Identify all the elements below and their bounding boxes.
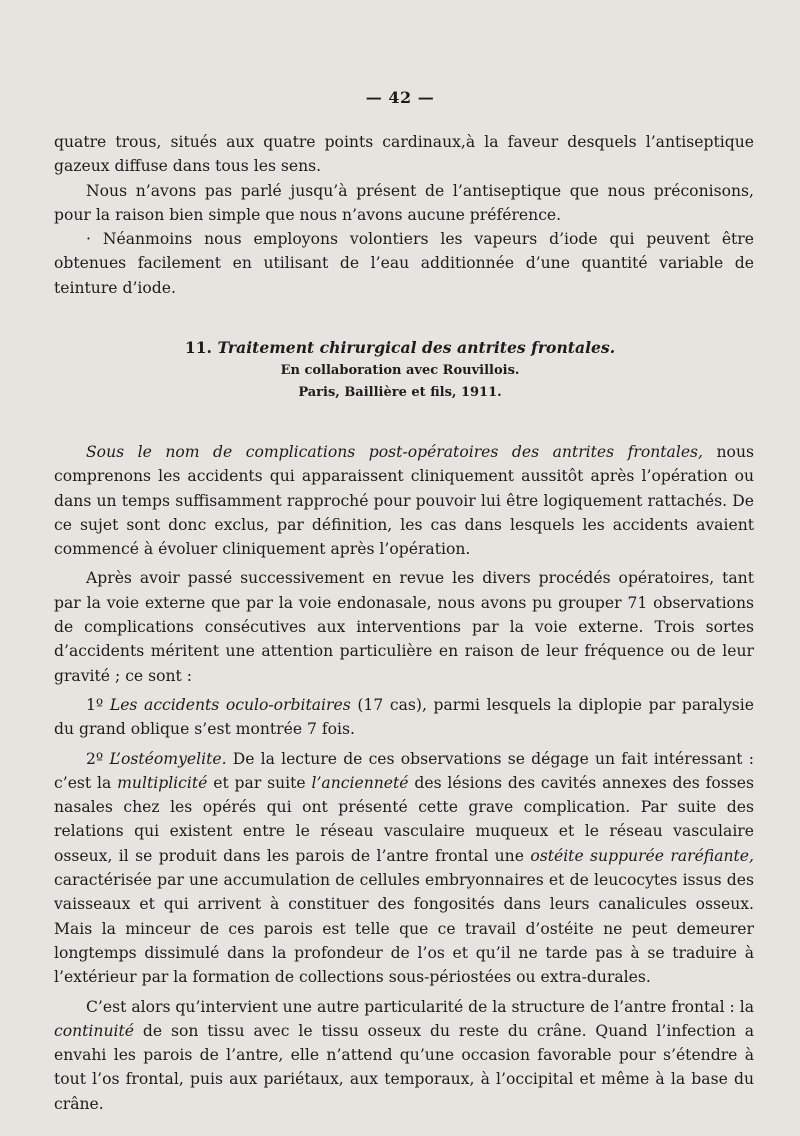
intro-paragraph-1: quatre trous, situés aux quatre points cardinaux,à la faveur desquels l’antiseptique gazeux diffuse dans tous les sens. — [54, 133, 754, 176]
body-p4-italic-1: L’ostéomyelite. — [109, 749, 227, 768]
body-p4-text-1: De la lecture de ces observations se dégage un fait intéressant : c’est la — [54, 749, 755, 792]
body-p5-text-2: de son tissu avec le tissu osseux du reste du crâne. Quand l’infection a envahi les parois de l’antre, elle n’attend qu’une occasion favorable pour s’étendre à tout l’os frontal, puis aux pariétaux, aux temporaux, à l’occipital et même à la base du crâne. — [54, 1021, 754, 1113]
body-p1-italic: Sous le nom de complications post-opératoires des antrites frontales, — [86, 443, 704, 461]
body-p4-text-4: caractérisée par une accumulation de cellules embryonnaires et de leucocytes issus des vaisseaux et qui arrivent à constituer des fongosités dans leurs canalicules osseux. Mais la minceur de ces parois est telle que ce travail d’ostéite ne peut demeurer longtemps dissimulé dans la profondeur de l’os et qu’il ne tarde pas à se traduire à l’extérieur par la formation de collections sous-périostées ou extra-durales. — [54, 871, 754, 987]
intro-paragraph-3: · Néanmoins nous employons volontiers les vapeurs d’iode qui peuvent être obtenues facilement en utilisant de l’eau additionnée d’une quantité variable de teinture d’iode. — [54, 230, 754, 297]
section-number: 11. — [184, 338, 212, 357]
body-paragraph-1 — [54, 440, 754, 561]
intro-text — [54, 130, 754, 300]
body-p5-text-1: C’est alors qu’intervient une autre particularité de la structure de l’antre frontal : la — [86, 997, 755, 1016]
body-p5-italic: continuité — [54, 1021, 134, 1040]
body-p4-italic-3: l’ancienneté — [311, 773, 409, 792]
body-text — [54, 440, 754, 1116]
body-paragraph-2: Après avoir passé successivement en revue les divers procédés opératoires, tant par la voie externe que par la voie endonasale, nous avons pu grouper 71 observations de complications consécutives aux interventions par la voie externe. Trois sortes d’accidents méritent une attention particulière en raison de leur fréquence ou de leur gravité ; ce sont : — [54, 569, 754, 685]
body-p3-number: 1º — [86, 695, 110, 714]
section-title-text: Traitement chirurgical des antrites frontales. — [217, 338, 616, 357]
body-p4-italic-4: ostéite suppurée raréfiante, — [530, 846, 754, 865]
section-heading — [0, 336, 800, 404]
body-p3-text: (17 cas), parmi lesquels la diplopie par paralysie du grand oblique s’est montrée 7 fois. — [54, 695, 754, 739]
body-p3-italic: Les accidents oculo-orbitaires — [109, 695, 351, 714]
body-paragraph-3 — [54, 693, 754, 742]
body-p4-number: 2º — [86, 749, 110, 768]
body-paragraph-4 — [54, 747, 754, 990]
section-publication: Paris, Baillière et fils, 1911. — [298, 385, 502, 400]
body-p4-text-2: et par suite — [207, 773, 312, 792]
body-paragraph-5 — [54, 995, 754, 1116]
section-collaboration: En collaboration avec Rouvillois. — [280, 363, 520, 378]
intro-paragraph-2: Nous n’avons pas parlé jusqu’à présent de l’antiseptique que nous préconisons, pour la raison bien simple que nous n’avons aucune préférence. — [54, 181, 754, 224]
body-p4-text-3: des lésions des cavités annexes des fosses nasales chez les opérés qui ont présenté cette grave complication. Par suite des relations qui existent entre le réseau vasculaire muqueux et le réseau vasculaire osseux, il se produit dans les parois de l’antre frontal une — [54, 773, 754, 865]
page-number: — 42 — — [365, 88, 435, 107]
body-p1-text: nous comprenons les accidents qui apparaissent cliniquement aussitôt après l’opération ou dans un temps suffisamment rapproché pour pouvoir lui être logiquement rattachés. De ce sujet sont donc exclus, par définition, les cas dans lesquels les accidents avaient commencé à évoluer cliniquement après l’opération. — [54, 443, 754, 559]
section-title — [0, 336, 800, 360]
body-p4-italic-2: multiplicité — [117, 773, 208, 792]
